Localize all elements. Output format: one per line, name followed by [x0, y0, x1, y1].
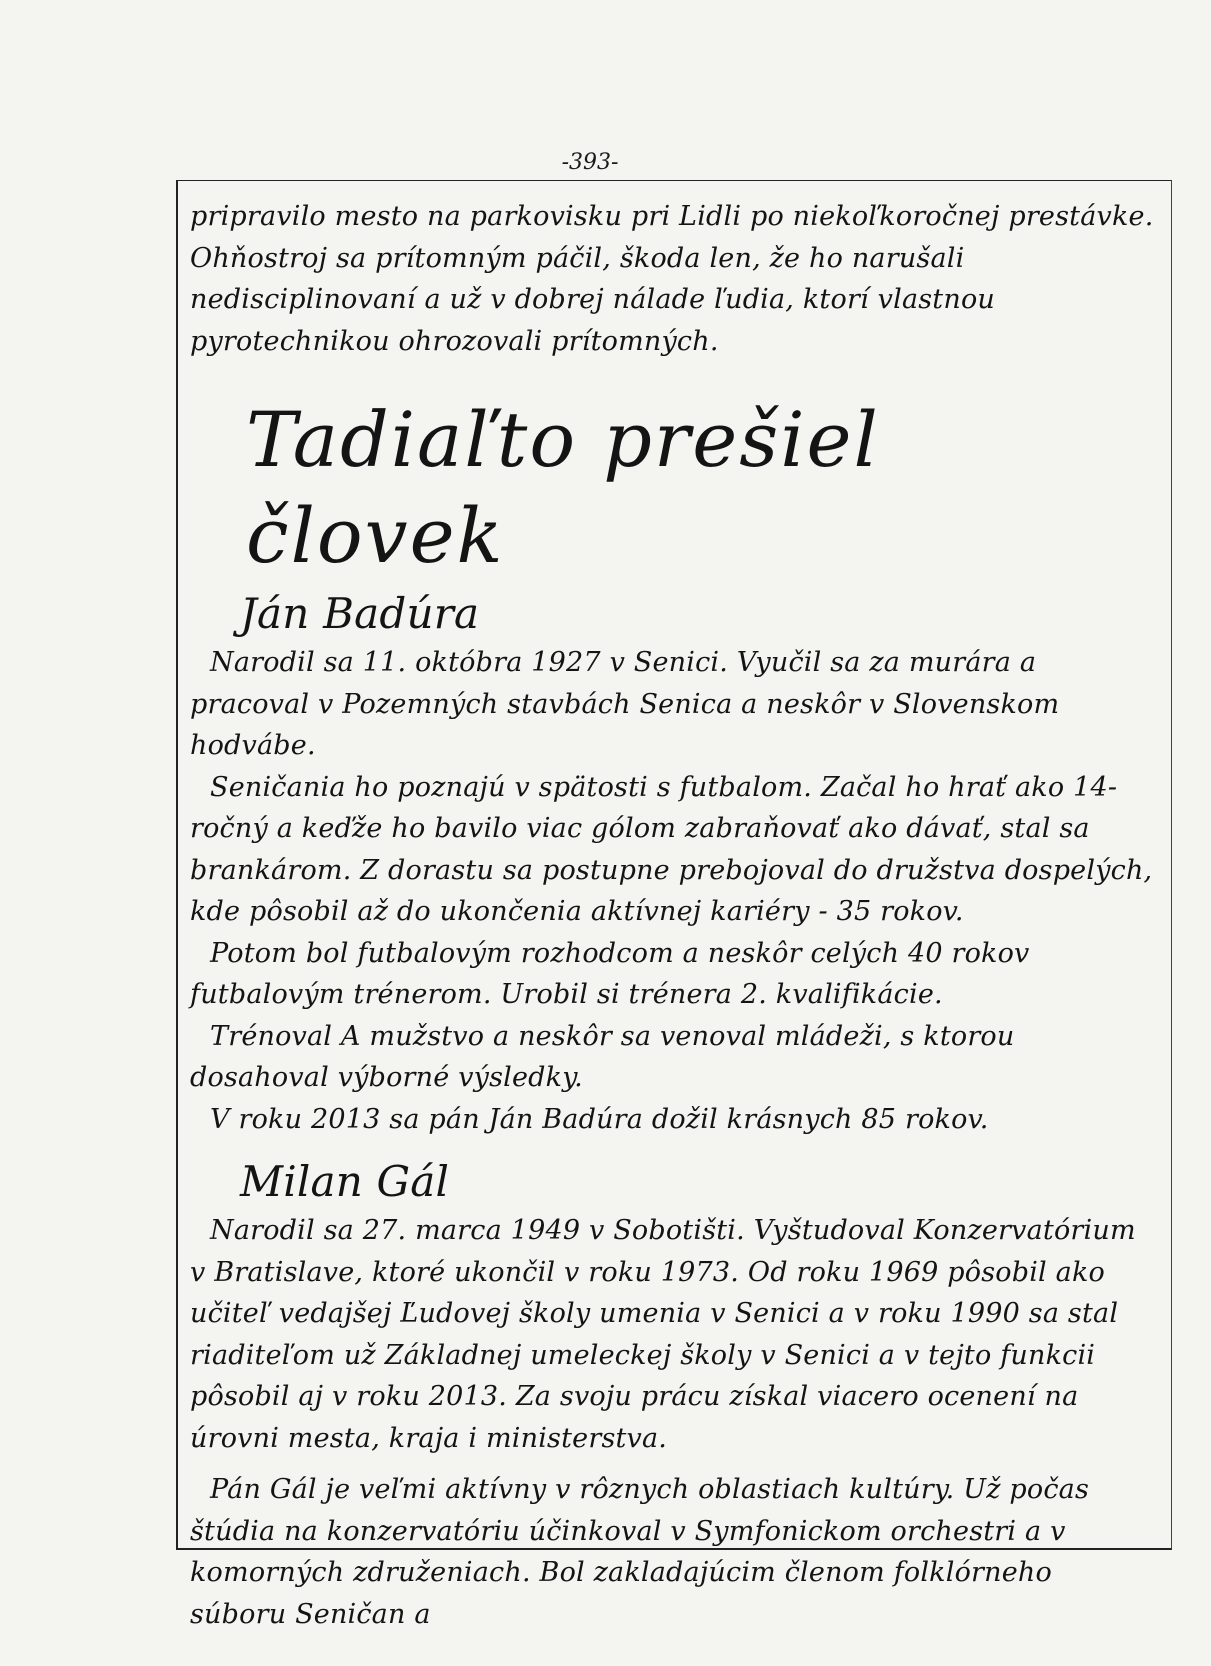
person-paragraph: Narodil sa 27. marca 1949 v Sobotišti. Vyštudoval Konzervatórium v Bratislave, ktoré ukončil v roku 1973. Od roku 1969 pôsobil ako učiteľ vedajšej Ľudovej školy umenia v Senici a v roku 1990 sa stal riaditeľom už Základnej umeleckej školy v Senici a v tejto funkcii pôsobil aj v roku 2013. Za svoju prácu získal viacero ocenení na úrovni mesta, kraja i ministerstva.: [190, 1215, 1136, 1454]
person-paragraph: Seničania ho poznajú v spätosti s futbalom. Začal ho hrať ako 14-ročný a keďže ho bavilo viac gólom zabraňovať ako dávať, stal sa brankárom. Z dorastu sa postupne prebojoval do družstva dospelých, kde pôsobil až do ukončenia aktívnej kariéry - 35 rokov.: [190, 771, 1153, 927]
person-name: Milan Gál: [240, 1157, 450, 1206]
page-number: -393-: [561, 150, 619, 175]
person-paragraph: Trénoval A mužstvo a neskôr sa venoval mládeži, s ktorou dosahoval výborné výsledky.: [190, 1020, 1015, 1093]
person-paragraph: V roku 2013 sa pán Ján Badúra dožil krásnych 85 rokov.: [210, 1103, 989, 1135]
section-title: Tadiaľto prešiel človek: [246, 395, 880, 580]
person-name: Ján Badúra: [240, 589, 480, 638]
person-paragraph: Potom bol futbalovým rozhodcom a neskôr celých 40 rokov futbalovým trénerom. Urobil si trénera 2. kvalifikácie.: [190, 937, 1030, 1010]
intro-paragraph: pripravilo mesto na parkovisku pri Lidli po niekoľkoročnej prestávke. Ohňostroj sa prítomným páčil, škoda len, že ho narušali nedisciplinovaní a už v dobrej nálade ľudia, ktorí vlastnou pyrotechnikou ohrozovali prítomných.: [190, 201, 1154, 357]
person-paragraph: Narodil sa 11. októbra 1927 v Senici. Vyučil sa za murára a pracoval v Pozemných stavbách Senica a neskôr v Slovenskom hodvábe.: [190, 647, 1060, 761]
person-paragraph: Pán Gál je veľmi aktívny v rôznych oblastiach kultúry. Už počas štúdia na konzervatóriu účinkoval v Symfonickom orchestri a v komorných združeniach. Bol zakladajúcim členom folklórneho súboru Seničan a: [190, 1474, 1090, 1630]
chronicle-text: [190, 196, 1156, 1635]
